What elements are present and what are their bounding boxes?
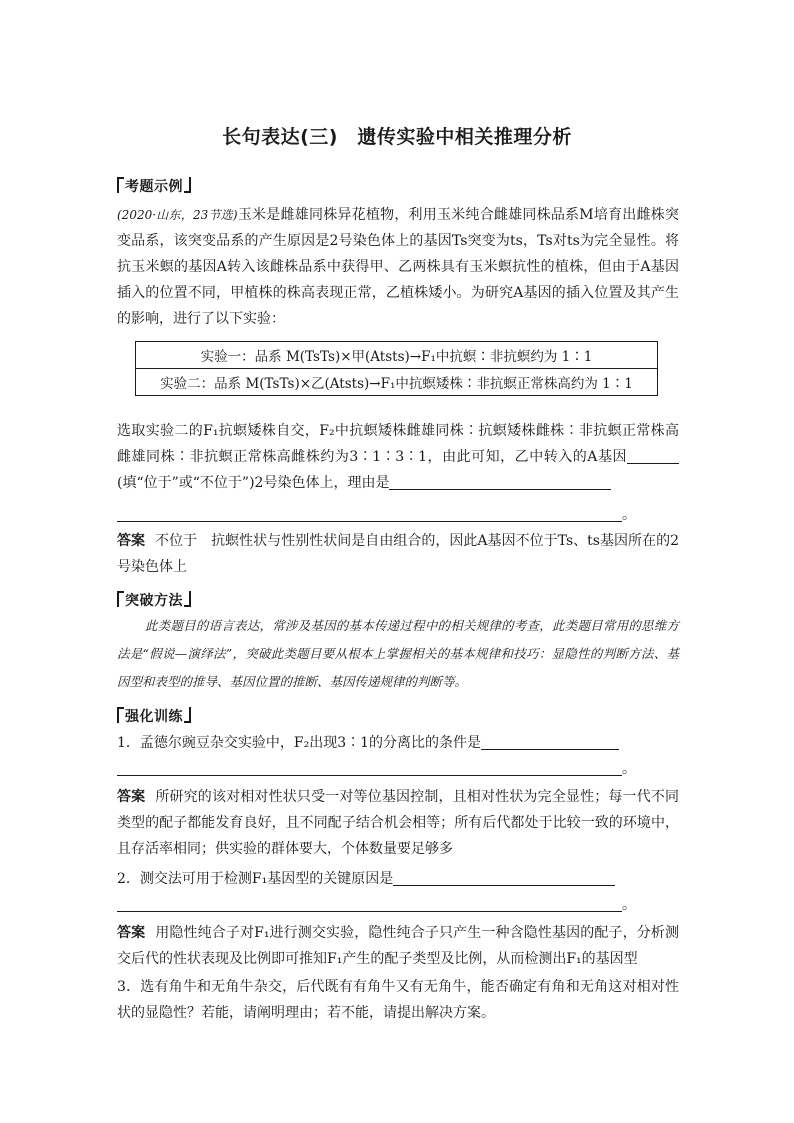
train-question-2 [117,866,679,892]
train-question-3 [117,974,679,1026]
answer-line-row [117,892,679,918]
answer-blank-1[interactable] [627,447,679,464]
section-label: 突破方法 [125,593,183,609]
train-answer-1 [117,784,679,862]
section-label: 强化训练 [125,709,183,725]
example-question [117,418,679,496]
section-label: 考题示例 [125,179,183,195]
example-intro [117,202,679,332]
train-answer-2 [117,920,679,972]
period: 。 [622,897,636,913]
bracket-left-icon [117,707,124,723]
experiment-table [135,341,658,396]
question-2-text: 2．测交法可用于检测F₁基因型的关键原因是 [117,871,394,887]
period: 。 [622,507,636,523]
method-text: 此类题目的语言表达，常涉及基因的基本传递过程中的相关规律的考查，此类题目常用的思维方法是“假说—演绎法”，突破此类题目要从根本上掌握相关的基本规律和技巧：显隐性的判断方法、基因型和表型的推导、基因位置的推断、基因传递规律的判断等。 [117,618,679,689]
q2-blank-1[interactable] [393,869,615,886]
question-text-b: (填“位于”或“不位于”)2号染色体上，理由是 [117,475,390,491]
bracket-right-icon [184,591,191,607]
period: 。 [622,761,636,777]
answer-blank-2[interactable] [389,473,611,490]
train-question-1 [117,730,679,756]
answer-label: 答案 [117,533,146,549]
answer-label: 答案 [117,925,146,941]
bracket-right-icon [184,177,191,193]
bracket-left-icon [117,591,124,607]
question-1-text: 1．孟德尔豌豆杂交实验中，F₂出现3∶1的分离比的条件是 [117,735,482,751]
answer-blank-3[interactable] [117,505,622,522]
experiment-2-cell: 实验二：品系 M(TsTs)×乙(Atsts)→F₁中抗螟矮株∶非抗螟正常株高约为 1∶1 [136,369,658,396]
q1-blank-2[interactable] [117,759,622,776]
q2-blank-2[interactable] [117,895,622,912]
answer-2-text: 用隐性纯合子对F₁进行测交实验，隐性纯合子只产生一种含隐性基因的配子，分析测交后代的性状表现及比例即可推知F₁产生的配子类型及比例，从而检测出F₁的基因型 [117,925,679,967]
section-header-train [117,706,191,726]
page-title: 长句表达(三) 遗传实验中相关推理分析 [222,126,572,148]
answer-1-text: 所研究的该对相对性状只受一对等位基因控制，且相对性状为完全显性；每一代不同类型的配子都能发育良好，且不同配子结合机会相等；所有后代都处于比较一致的环境中，且存活率相同；供实验的群体要大，个体数量要足够多 [117,789,680,857]
question-intro-text: 玉米是雌雄同株异花植物，利用玉米纯合雌雄同株品系M培育出雌株突变品系，该突变品系的产生原因是2号染色体上的基因Ts突变为ts，Ts对ts为完全显性。将抗玉米螟的基因A转入该雌株品系中获得甲、乙两株具有玉米螟抗性的植株，但由于A基因插入的位置不同，甲植株的株高表现正常，乙植株矮小。为研究A基因的插入位置及其产生的影响，进行了以下实验： [117,207,679,327]
table-row [136,369,658,396]
answer-label: 答案 [117,789,146,805]
table-row [136,342,658,369]
bracket-right-icon [184,707,191,723]
question-text-a: 选取实验二的F₁抗螟矮株自交，F₂中抗螟矮株雌雄同株∶抗螟矮株雌株∶非抗螟正常株高雌雄同株∶非抗螟正常株高雌株约为3∶1∶3∶1，由此可知，乙中转入的A基因 [117,423,679,465]
q1-blank-1[interactable] [481,733,619,750]
answer-line-row [117,502,679,528]
question-3-text: 3．选有角牛和无角牛杂交，后代既有有角牛又有无角牛，能否确定有角和无角这对相对性状的显隐性？若能，请阐明理由；若不能，请提出解决方案。 [117,979,679,1021]
question-source: (2020·山东，23节选) [117,208,238,222]
section-header-method [117,590,191,610]
answer-line-row [117,756,679,782]
section-header-example [117,176,191,196]
answer-text: 不位于 抗螟性状与性别性状间是自由组合的，因此A基因不位于Ts、ts基因所在的2号染色体上 [117,533,679,575]
example-answer [117,528,679,580]
bracket-left-icon [117,177,124,193]
experiment-1-cell: 实验一：品系 M(TsTs)×甲(Atsts)→F₁中抗螟∶非抗螟约为 1∶1 [136,342,658,369]
